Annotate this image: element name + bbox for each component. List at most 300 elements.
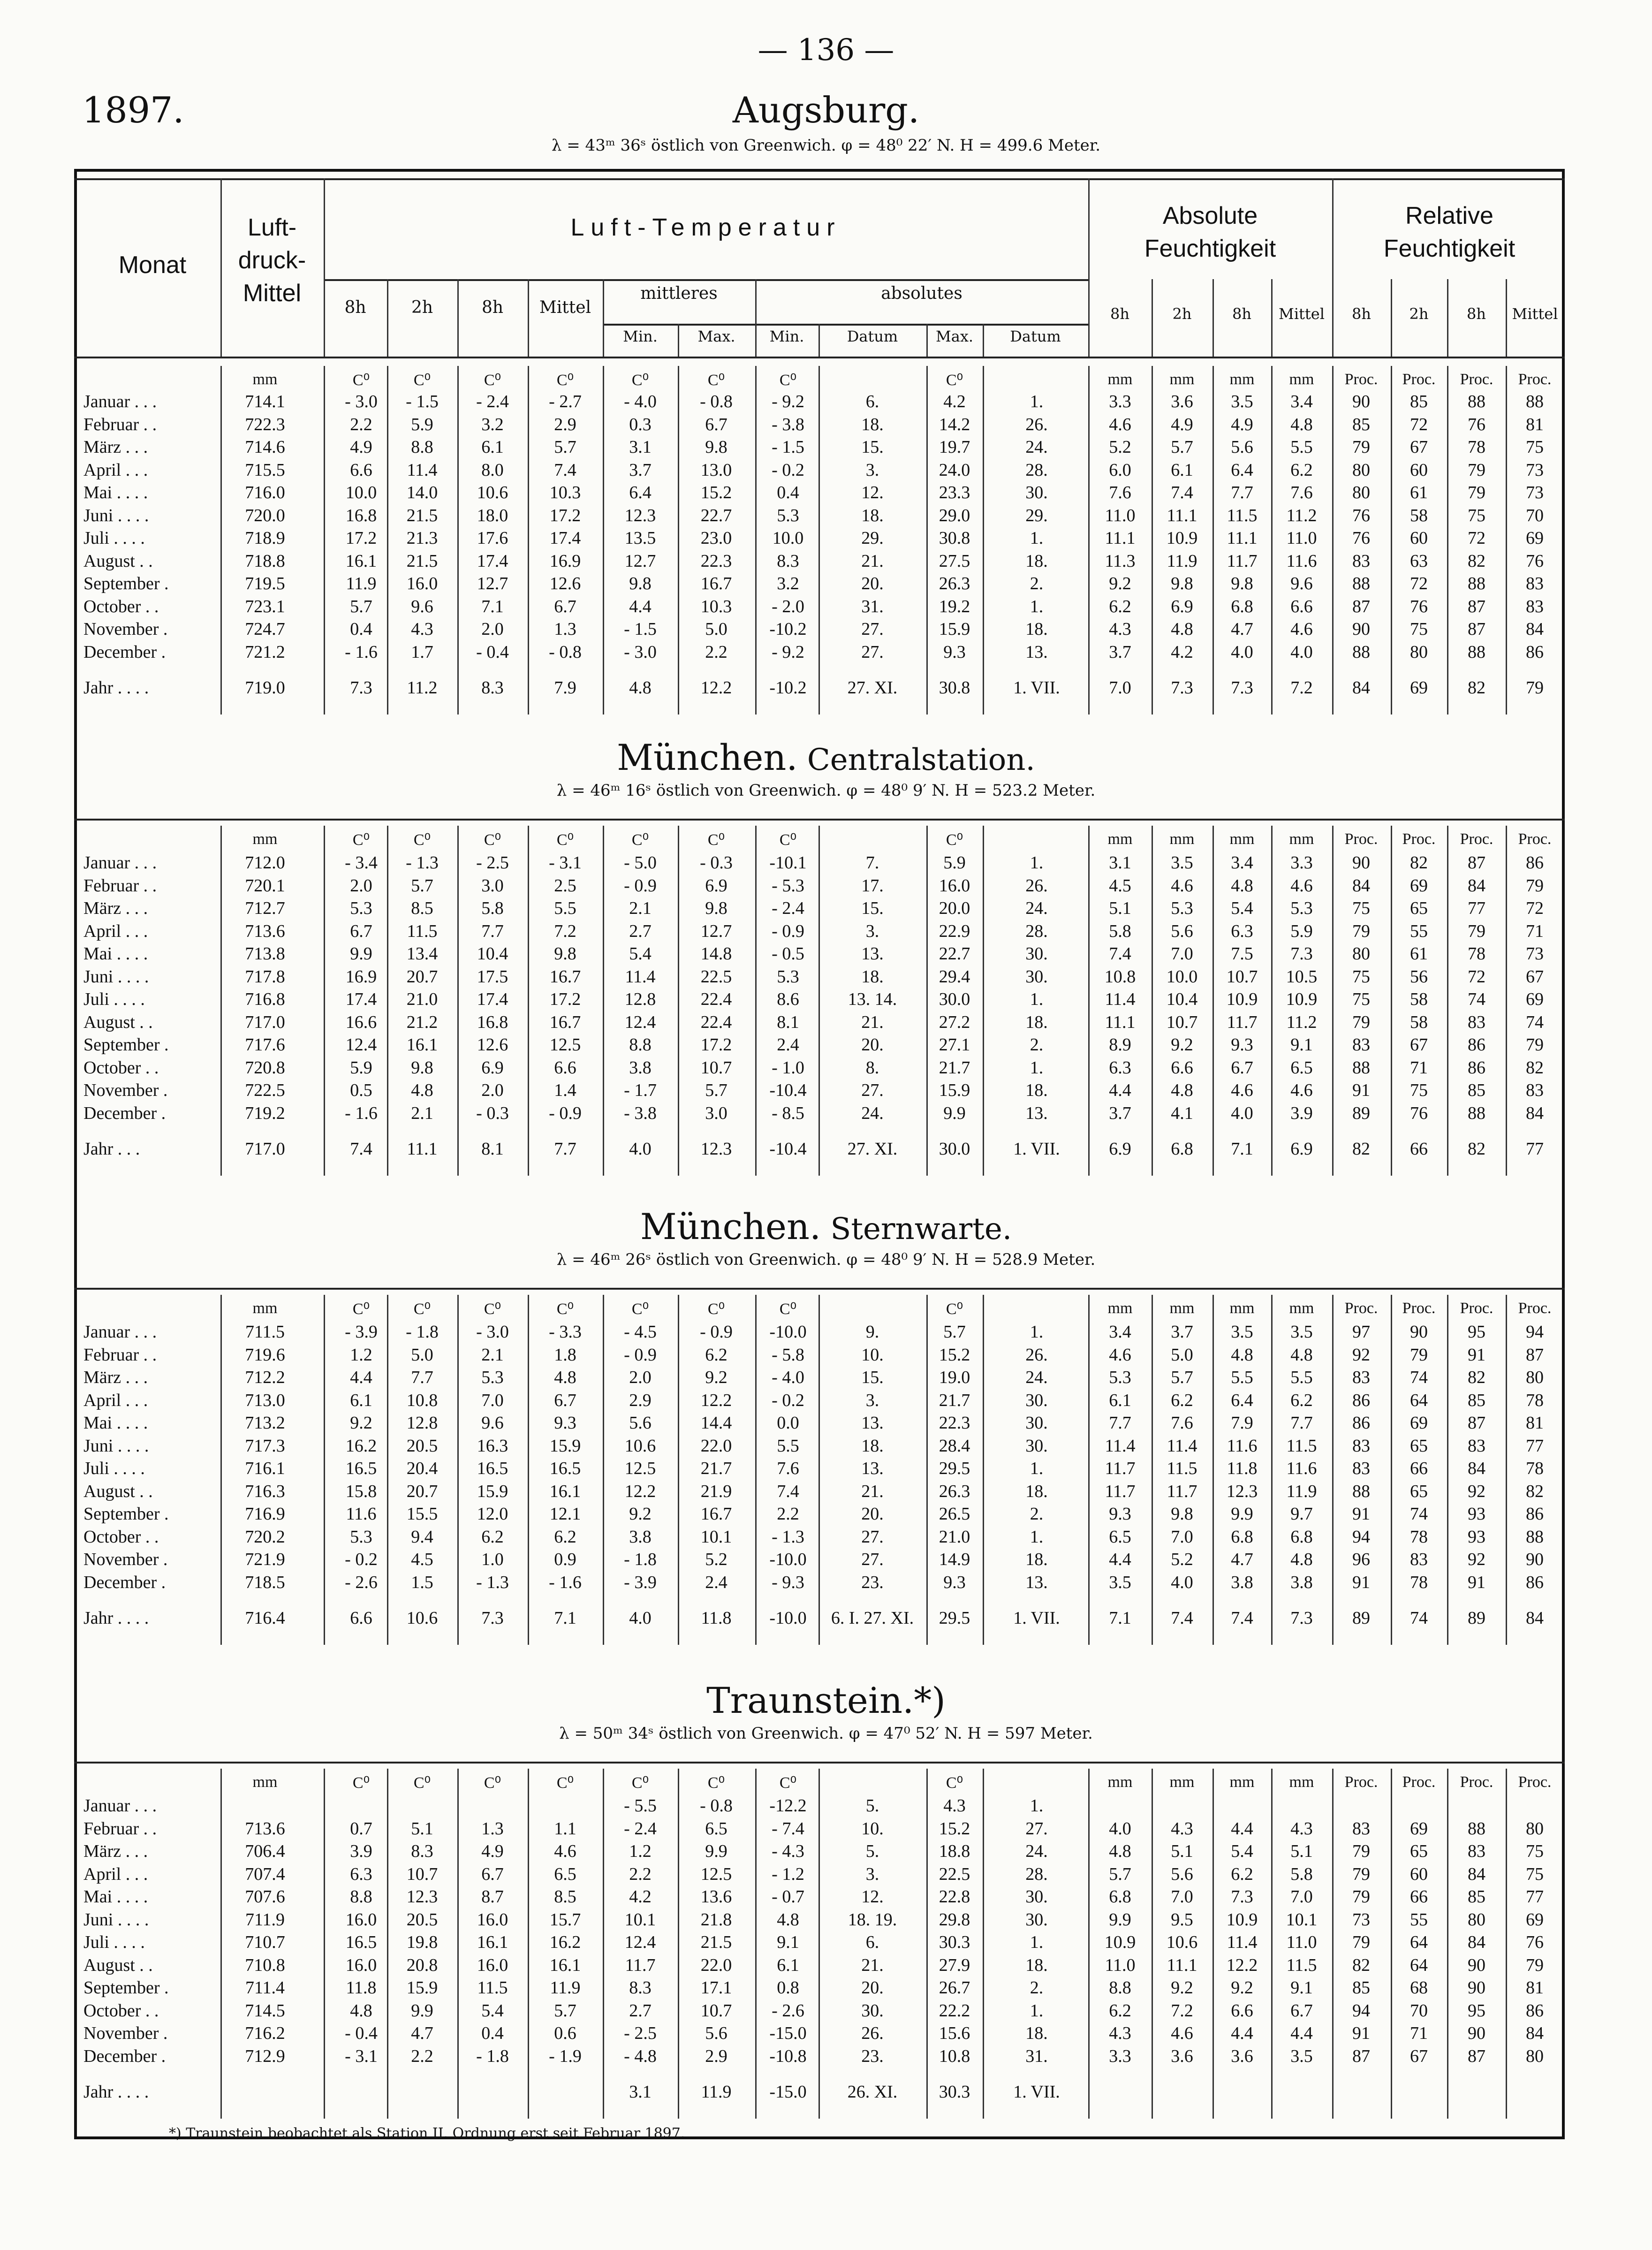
table-cell: 7.7: [1231, 483, 1253, 502]
table-cell: 5.6: [705, 2023, 727, 2043]
unit-label: C⁰: [707, 372, 725, 389]
table-cell: 26.5: [939, 1504, 970, 1524]
table-cell: 1.0: [481, 1550, 504, 1569]
table-cell: 30.: [1025, 1436, 1048, 1456]
table-cell: -10.2: [769, 619, 807, 639]
table-cell: 20.5: [406, 1909, 438, 1930]
table-cell: 5.4: [1231, 1841, 1253, 1861]
table-cell: 12.4: [624, 1012, 656, 1032]
table-cell: 5.5: [1290, 437, 1313, 457]
header-abs-min: Min.: [769, 327, 804, 345]
unit-label: C⁰: [556, 372, 574, 389]
table-cell: 89: [1352, 1103, 1370, 1123]
table-cell: 716.0: [245, 483, 285, 502]
unit-label: mm: [252, 830, 278, 848]
table-cell: 10.6: [477, 483, 508, 502]
column-divider: [818, 366, 820, 715]
table-cell: 16.5: [477, 1459, 508, 1478]
header-divider-2: [1088, 178, 1090, 357]
table-cell: 719.5: [245, 574, 285, 593]
table-cell: 84: [1468, 1932, 1485, 1952]
table-cell: 86: [1526, 642, 1544, 662]
column-divider: [324, 1295, 325, 1645]
table-cell: 6.9: [705, 875, 727, 896]
header-abs-divider: [755, 279, 757, 357]
table-cell: 6.4: [629, 483, 652, 502]
month-label: Juni . . . .: [83, 1909, 149, 1930]
column-divider: [603, 1769, 604, 2119]
table-cell: - 1.3: [772, 1527, 804, 1547]
table-cell: - 5.0: [624, 853, 657, 873]
table-cell: 5.5: [777, 1436, 799, 1456]
header-feucht-divider-1: [1212, 279, 1214, 357]
table-cell: 83: [1526, 574, 1544, 593]
table-cell: 86: [1526, 2000, 1544, 2021]
table-cell: 17.2: [549, 505, 581, 525]
table-cell: 16.0: [477, 1909, 508, 1930]
table-cell: 6.7: [1231, 1057, 1253, 1078]
table-cell: -10.1: [769, 853, 807, 873]
table-cell: 4.8: [1290, 1345, 1313, 1365]
table-cell: 61: [1410, 483, 1428, 502]
table-cell: 75: [1526, 1864, 1544, 1884]
table-cell: 6.7: [1290, 2000, 1313, 2021]
table-cell: 77: [1526, 1436, 1544, 1456]
table-cell: 75: [1352, 966, 1370, 987]
table-cell: 27.: [861, 1527, 884, 1547]
table-cell: 18.: [1025, 1481, 1048, 1501]
table-cell: 4.5: [1109, 875, 1131, 896]
table-cell: 30.8: [939, 528, 970, 548]
table-cell: - 4.5: [624, 1322, 657, 1342]
header-divider-1: [324, 178, 325, 357]
table-cell: 6.5: [1109, 1527, 1131, 1547]
table-cell: 4.4: [1231, 2023, 1253, 2043]
table-cell: 16.5: [345, 1932, 377, 1952]
unit-label: C⁰: [484, 1300, 501, 1318]
table-cell: - 2.4: [772, 898, 804, 918]
table-cell: 10.0: [772, 528, 804, 548]
table-cell: 711.9: [245, 1909, 285, 1930]
table-cell: 2.: [1030, 1035, 1044, 1055]
table-cell: 1.: [1030, 853, 1044, 873]
column-divider: [983, 1295, 984, 1645]
month-label: Mai . . . .: [83, 944, 148, 964]
column-divider: [983, 826, 984, 1176]
table-cell: 90: [1352, 392, 1370, 411]
table-cell: 18.0: [477, 505, 508, 525]
month-label: Juli . . . .: [83, 989, 145, 1009]
table-cell: 4.8: [1290, 1550, 1313, 1569]
table-cell: - 1.3: [406, 853, 439, 873]
table-cell: 4.6: [1109, 414, 1131, 434]
table-cell: 69: [1526, 1909, 1544, 1930]
table-cell: 87: [1468, 619, 1485, 639]
column-divider: [457, 826, 459, 1176]
table-cell: 18.: [1025, 1012, 1048, 1032]
table-cell: 11.2: [1286, 1012, 1317, 1032]
month-label: Januar . . .: [83, 1322, 157, 1342]
month-label: August . .: [83, 551, 153, 571]
table-cell: 4.6: [1109, 1345, 1131, 1365]
table-cell: 30.0: [939, 989, 970, 1009]
table-cell: 79: [1352, 1012, 1370, 1032]
table-cell: 11.0: [1105, 505, 1136, 525]
table-cell: 28.: [1025, 460, 1048, 480]
table-cell: 10.5: [1286, 966, 1318, 987]
table-cell: - 3.0: [476, 1322, 509, 1342]
table-cell: 78: [1526, 1390, 1544, 1410]
station-coordinates: λ = 50ᵐ 34ˢ östlich von Greenwich. φ = 47⁰ 52′ N. H = 597 Meter.: [559, 1724, 1093, 1743]
table-cell: 14.0: [406, 483, 438, 502]
table-cell: 11.1: [1105, 528, 1136, 548]
table-cell: 30.: [1025, 944, 1048, 964]
table-cell: 6. I. 27. XI.: [831, 1608, 914, 1628]
table-cell: 16.0: [345, 1955, 377, 1975]
table-cell: 10.0: [345, 483, 377, 502]
header-rel-2h: 2h: [1409, 305, 1429, 323]
table-cell: 69: [1410, 875, 1428, 896]
table-cell: 719.2: [245, 1103, 285, 1123]
unit-label: Proc.: [1344, 830, 1378, 848]
unit-label: C⁰: [352, 1774, 370, 1792]
table-cell: 82: [1352, 1139, 1370, 1159]
table-cell: -15.0: [769, 2023, 807, 2043]
month-label: April . . .: [83, 460, 148, 480]
table-cell: 18.8: [939, 1841, 970, 1861]
table-cell: 17.6: [477, 528, 508, 548]
table-cell: 7.7: [1290, 1413, 1313, 1433]
table-cell: 3.0: [481, 875, 504, 896]
unit-label: mm: [1229, 830, 1255, 848]
table-cell: 11.1: [407, 1139, 438, 1159]
table-cell: 11.0: [1286, 1932, 1317, 1952]
column-divider: [678, 826, 679, 1176]
column-divider: [755, 1295, 757, 1645]
table-cell: 23.3: [939, 483, 970, 502]
table-cell: 16.1: [549, 1481, 581, 1501]
table-cell: 9.3: [1231, 1035, 1253, 1055]
header-abs-mittel: Mittel: [1279, 305, 1325, 323]
table-cell: 7.3: [1290, 944, 1313, 964]
table-cell: 5.5: [1231, 1368, 1253, 1387]
table-cell: 20.: [861, 1504, 884, 1524]
table-cell: 0.6: [554, 2023, 576, 2043]
unit-label: C⁰: [631, 1300, 649, 1318]
table-cell: 21.9: [700, 1481, 732, 1501]
column-divider: [528, 826, 529, 1176]
table-cell: 1. VII.: [1013, 2082, 1060, 2102]
table-cell: 27.: [861, 1080, 884, 1100]
table-cell: 9.2: [1171, 1035, 1193, 1055]
table-cell: 79: [1526, 678, 1544, 698]
table-cell: 5.1: [1290, 1841, 1313, 1861]
table-cell: 9.9: [705, 1841, 727, 1861]
table-cell: 5.3: [481, 1368, 504, 1387]
unit-label: C⁰: [484, 1774, 501, 1792]
column-divider: [1271, 1295, 1273, 1645]
table-cell: 3.3: [1290, 853, 1313, 873]
column-divider: [818, 1769, 820, 2119]
footnote: *) Traunstein beobachtet als Station II. Ordnung erst seit Februar 1897.: [169, 2125, 685, 2142]
month-label: September .: [83, 574, 169, 593]
table-cell: 7.2: [554, 921, 576, 941]
table-cell: 17.4: [549, 528, 581, 548]
table-cell: 21.2: [406, 1012, 438, 1032]
table-cell: 4.9: [350, 437, 372, 457]
table-cell: 5.5: [1290, 1368, 1313, 1387]
table-cell: 5.3: [777, 505, 799, 525]
header-feucht-divider-4: [1447, 279, 1448, 357]
unit-label: Proc.: [1402, 371, 1436, 388]
table-cell: 11.7: [1105, 1459, 1136, 1478]
table-cell: 75: [1410, 619, 1428, 639]
table-cell: 7.3: [350, 678, 372, 698]
table-cell: 88: [1468, 642, 1485, 662]
table-cell: 19.7: [939, 437, 970, 457]
column-divider: [983, 1769, 984, 2119]
table-cell: 82: [1468, 1368, 1485, 1387]
table-cell: 4.4: [1109, 1550, 1131, 1569]
table-cell: 12.6: [477, 1035, 508, 1055]
table-cell: 79: [1352, 1864, 1370, 1884]
table-cell: 10.7: [406, 1864, 438, 1884]
table-cell: 90: [1468, 1978, 1485, 1998]
table-cell: 11.9: [550, 1978, 581, 1998]
table-cell: 86: [1468, 1057, 1485, 1078]
unit-label: C⁰: [631, 831, 649, 849]
table-cell: 14.4: [700, 1413, 732, 1433]
table-cell: 11.4: [1105, 1436, 1136, 1456]
table-cell: - 3.3: [549, 1322, 582, 1342]
unit-label: C⁰: [707, 831, 725, 849]
table-cell: 6.5: [554, 1864, 576, 1884]
table-cell: 713.6: [245, 921, 285, 941]
table-cell: 94: [1352, 2000, 1370, 2021]
table-cell: 7.7: [411, 1368, 433, 1387]
unit-label: C⁰: [946, 831, 963, 849]
table-cell: 6.3: [350, 1864, 372, 1884]
table-cell: 27. XI.: [847, 1139, 898, 1159]
table-cell: 7.: [865, 853, 879, 873]
table-cell: 79: [1352, 1841, 1370, 1861]
month-label: August . .: [83, 1955, 153, 1975]
table-cell: 4.8: [629, 678, 652, 698]
header-absolutes: absolutes: [881, 284, 962, 303]
table-cell: 7.1: [1231, 1139, 1253, 1159]
table-cell: 13.: [861, 1459, 884, 1478]
table-cell: 2.9: [629, 1390, 652, 1410]
table-cell: 13.0: [700, 460, 732, 480]
table-cell: 7.4: [1231, 1608, 1253, 1628]
table-cell: 80: [1468, 1909, 1485, 1930]
table-cell: 4.6: [1231, 1080, 1253, 1100]
table-cell: 30.8: [939, 678, 970, 698]
table-cell: 29.8: [939, 1909, 970, 1930]
table-cell: 9.8: [1171, 574, 1193, 593]
table-cell: 716.2: [245, 2023, 285, 2043]
table-cell: 9.9: [411, 2000, 433, 2021]
table-cell: 10.3: [549, 483, 581, 502]
month-label: Juni . . . .: [83, 966, 149, 987]
table-cell: 11.9: [1167, 551, 1197, 571]
table-cell: 718.8: [245, 551, 285, 571]
month-label: December .: [83, 1572, 166, 1592]
table-cell: 92: [1468, 1550, 1485, 1569]
table-cell: 88: [1468, 392, 1485, 411]
table-cell: 58: [1410, 989, 1428, 1009]
table-cell: 6.2: [705, 1345, 727, 1365]
table-cell: 73: [1352, 1909, 1370, 1930]
table-cell: 11.5: [407, 921, 438, 941]
table-cell: 84: [1352, 875, 1370, 896]
table-cell: 24.: [1025, 1368, 1048, 1387]
table-cell: 9.7: [1290, 1504, 1313, 1524]
table-cell: - 9.2: [772, 392, 804, 411]
table-cell: 4.2: [943, 392, 966, 411]
table-cell: 3.2: [481, 414, 504, 434]
section-top-rule: [74, 1762, 1565, 1764]
table-cell: - 2.6: [772, 2000, 804, 2021]
table-cell: 9.8: [1231, 574, 1253, 593]
table-cell: - 7.4: [772, 1818, 804, 1839]
table-cell: 26.: [861, 2023, 884, 2043]
unit-label: C⁰: [352, 372, 370, 389]
table-cell: - 9.3: [772, 1572, 804, 1592]
table-cell: 9.4: [411, 1527, 433, 1547]
table-cell: 717.3: [245, 1436, 285, 1456]
table-cell: 11.5: [1167, 1459, 1197, 1478]
table-cell: 18. 19.: [848, 1909, 897, 1930]
table-cell: 4.2: [629, 1887, 652, 1907]
table-cell: 30.: [861, 2000, 884, 2021]
table-cell: 88: [1352, 1057, 1370, 1078]
table-cell: 27.: [861, 1550, 884, 1569]
unit-label: C⁰: [779, 1774, 797, 1792]
table-cell: 7.1: [481, 596, 504, 616]
table-cell: 79: [1468, 460, 1485, 480]
table-cell: 18.: [1025, 619, 1048, 639]
table-cell: 11.4: [407, 460, 438, 480]
table-cell: 72: [1526, 898, 1544, 918]
unit-label: C⁰: [352, 831, 370, 849]
table-cell: 11.7: [1227, 551, 1258, 571]
table-cell: 4.8: [1171, 1080, 1193, 1100]
table-cell: 69: [1410, 1818, 1428, 1839]
table-cell: 84: [1468, 1864, 1485, 1884]
month-label: Mai . . . .: [83, 1413, 148, 1433]
table-cell: 22.5: [939, 1864, 970, 1884]
table-cell: 84: [1352, 678, 1370, 698]
table-cell: 3.0: [705, 1103, 727, 1123]
table-cell: 8.5: [411, 898, 433, 918]
table-cell: 86: [1526, 853, 1544, 873]
table-cell: 83: [1352, 1368, 1370, 1387]
table-cell: 11.5: [1286, 1955, 1317, 1975]
column-divider: [678, 1295, 679, 1645]
table-cell: 73: [1526, 944, 1544, 964]
table-cell: 5.6: [1171, 921, 1193, 941]
table-cell: 4.6: [1290, 619, 1313, 639]
station-name: Augsburg.: [732, 89, 920, 131]
table-cell: 80: [1410, 642, 1428, 662]
table-cell: 5.: [865, 1796, 879, 1816]
table-cell: 22.4: [700, 1012, 732, 1032]
table-cell: 85: [1352, 1978, 1370, 1998]
header-datum-divider-0: [678, 324, 679, 357]
table-cell: 11.9: [346, 574, 377, 593]
unit-label: C⁰: [556, 1300, 574, 1318]
table-cell: - 2.4: [624, 1818, 657, 1839]
table-cell: 30.: [1025, 1390, 1048, 1410]
header-max: Max.: [697, 327, 735, 345]
table-cell: 21.0: [406, 989, 438, 1009]
month-label: Juli . . . .: [83, 1459, 145, 1478]
month-label: December .: [83, 2046, 166, 2066]
table-cell: 86: [1468, 1035, 1485, 1055]
table-cell: 84: [1468, 875, 1485, 896]
table-cell: 7.4: [1109, 944, 1131, 964]
table-cell: 6.6: [1290, 596, 1313, 616]
table-cell: 3.6: [1231, 2046, 1253, 2066]
table-cell: 26.3: [939, 574, 970, 593]
column-divider: [1447, 1769, 1448, 2119]
month-label: März . . .: [83, 898, 148, 918]
table-cell: - 5.5: [624, 1796, 657, 1816]
table-cell: 11.3: [1105, 551, 1136, 571]
table-cell: - 4.0: [772, 1368, 804, 1387]
table-cell: 3.6: [1171, 2046, 1193, 2066]
table-cell: 7.1: [1109, 1608, 1131, 1628]
unit-label: C⁰: [631, 1774, 649, 1792]
table-cell: 82: [1526, 1057, 1544, 1078]
table-cell: 20.5: [406, 1436, 438, 1456]
table-cell: 9.2: [350, 1413, 372, 1433]
station-coordinates: λ = 46ᵐ 16ˢ östlich von Greenwich. φ = 48⁰ 9′ N. H = 523.2 Meter.: [556, 781, 1096, 800]
table-cell: 9.8: [629, 574, 652, 593]
table-cell: 65: [1410, 1481, 1428, 1501]
table-cell: 15.9: [939, 619, 970, 639]
table-cell: - 0.2: [772, 460, 804, 480]
table-cell: 721.9: [245, 1550, 285, 1569]
table-cell: 15.8: [345, 1481, 377, 1501]
table-cell: 2.2: [777, 1504, 799, 1524]
table-cell: 77: [1526, 1139, 1544, 1159]
table-cell: 10.9: [1286, 989, 1318, 1009]
table-cell: 10.8: [1104, 966, 1136, 987]
table-cell: 3.8: [1290, 1572, 1313, 1592]
table-cell: 720.0: [245, 505, 285, 525]
column-divider: [220, 1769, 222, 2119]
table-cell: 3.: [865, 921, 879, 941]
month-label: September .: [83, 1978, 169, 1998]
table-cell: 82: [1526, 1481, 1544, 1501]
table-cell: 9.8: [554, 944, 576, 964]
table-cell: 11.0: [1105, 1955, 1136, 1975]
table-cell: 9.2: [1109, 574, 1131, 593]
table-cell: 20.: [861, 1978, 884, 1998]
table-cell: 3.7: [629, 460, 652, 480]
table-cell: 5.7: [943, 1322, 966, 1342]
month-label: Jahr . . . .: [83, 1608, 149, 1628]
table-cell: 2.1: [411, 1103, 433, 1123]
table-cell: 7.6: [777, 1459, 799, 1478]
table-cell: 4.8: [1290, 414, 1313, 434]
unit-label: C⁰: [707, 1774, 725, 1792]
unit-label: Proc.: [1460, 1773, 1493, 1791]
table-cell: 22.2: [939, 2000, 970, 2021]
table-cell: 5.6: [1171, 1864, 1193, 1884]
